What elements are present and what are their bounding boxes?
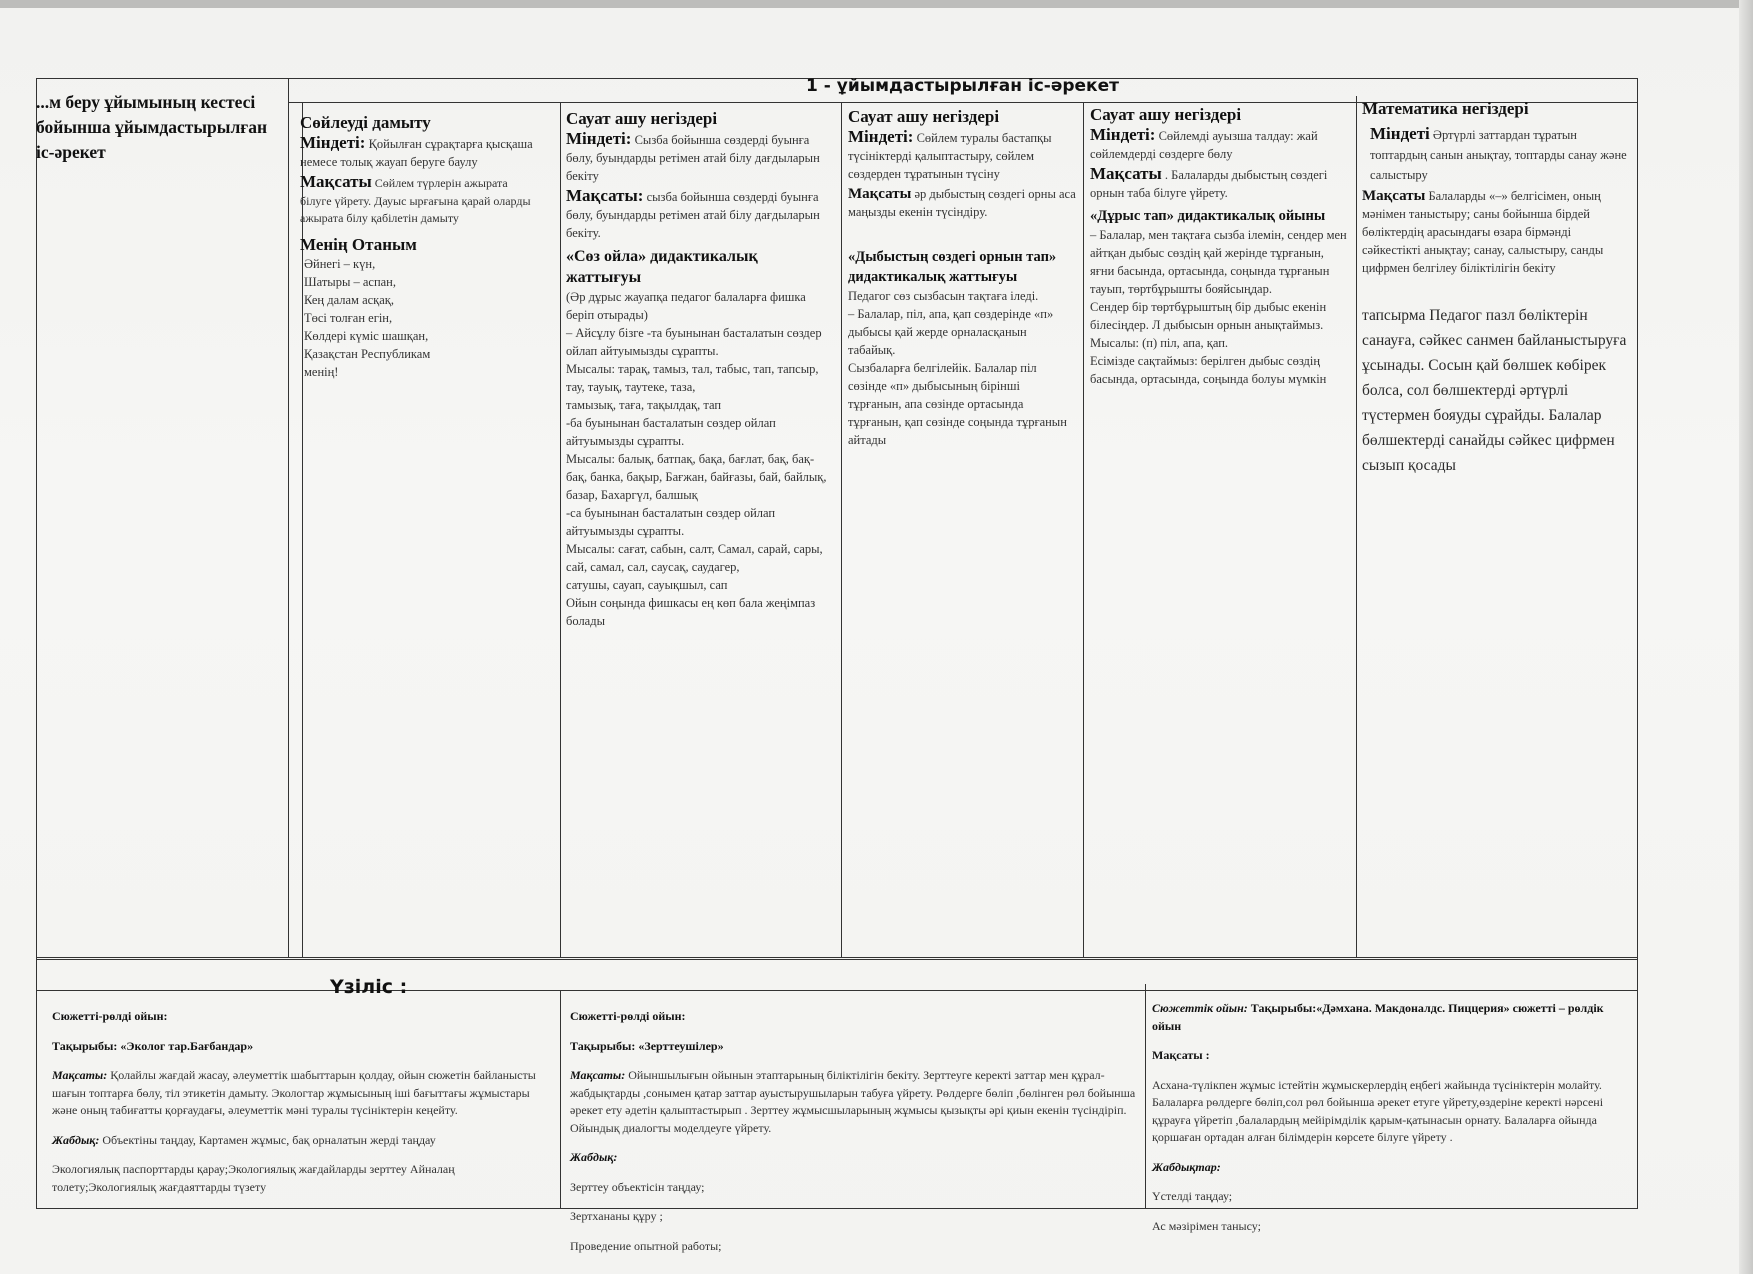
column-speech-development: [300, 112, 540, 381]
activity-header: 1 - ұйымдастырылған іс-әрекет: [806, 76, 1119, 96]
break-game-cafe: [1152, 988, 1630, 1233]
equipment-line: Зерттеу объектісін таңдау;: [570, 1179, 705, 1194]
game-type: Сюжеттік ойын:: [1152, 1001, 1248, 1015]
col-divider-5: [1356, 96, 1357, 957]
task-label: Міндеті:: [848, 127, 914, 146]
schedule-row-title: ...м беру ұйымының кестесі бойынша ұйымдастырылған іс-әрекет: [36, 92, 268, 162]
game-title: «Дұрыс тап» дидактикалық ойыны: [1090, 208, 1326, 224]
goal-text: Сөйлем түрлерін ажырата білуге үйрету. Дауыс ырғағына қарай оларды ажырата білу қабілетін дамыту: [300, 176, 531, 225]
column-literacy-1: [566, 108, 834, 956]
game-content: [848, 287, 1076, 449]
equipment-label: Жабдықтар:: [1152, 1159, 1221, 1174]
equipment-label: Жабдық:: [570, 1150, 618, 1164]
content-line: Ойын соңында фишкасы ең көп бала жеңімпаз болады: [566, 596, 816, 628]
task-label: Міндеті:: [300, 133, 366, 152]
col-divider-3: [841, 102, 842, 957]
exercise-text: тапсырма Педагог пазл бөліктерін санауға, сәйкес санмен байланыстыруға ұсынады. Сосын қай бөлшек көбірек болса, сол бөлшектерді әртүрлі түстермен бояуды сұрайды. Балалар бөлшектерді санайды сәйкес цифрмен сызып қосады: [1362, 307, 1627, 474]
game-type: Сюжетті-рөлді ойын:: [570, 1009, 686, 1023]
goal-label: Мақсаты:: [566, 186, 644, 205]
content-line: Есімізде сақтаймыз: берілген дыбыс сөздің басында, ортасында, соңында болуы мүмкін: [1090, 354, 1327, 386]
column-title: Сөйлеуді дамыту: [300, 113, 431, 132]
content-line: – Балалар, піл, апа, қап сөздерінде «п» дыбысы қай жерде орналасқанын табайық.: [848, 307, 1054, 357]
goal-text: Ойыншылығын ойынын этаптарының біліктілігін бекіту. Зерттеуге керекті заттар мен құрал-жабдықтарды ,сонымен қатар заттар ауыстырушыларын табуға үйрету. Рөлдерге бөліп ,бөлінген рөл бойынша әрекет ету әдетін қалыптастырып . Зерттеу жұмысшыларының жұмысы қызықты әрі қиын екенін түсіндіріп. Ойындық диалогты моделдеуге үйрету.: [570, 1068, 1136, 1135]
game-title: «Дыбыстың сөздегі орнын тап» дидактикалық жаттығуы: [848, 249, 1057, 285]
goal-label: Мақсаты: [1362, 188, 1426, 204]
content-line: – Айсұлу бізге -та буынынан басталатын сөздер ойлап айтуымызды сұрапты.: [566, 326, 822, 358]
content-line: Мысалы: (п) піл, апа, қап.: [1090, 336, 1229, 350]
poem-title: Менің Отаным: [300, 234, 417, 254]
game-type: Сюжетті-рөлді ойын:: [52, 1009, 168, 1023]
col-divider-2: [560, 102, 561, 957]
column-title: Математика негіздері: [1362, 99, 1529, 118]
content-line: Мысалы: балық, батпақ, бақа, бағлат, бақ, бақ-бақ, банка, бақыр, Бағжан, байғазы, бай, байлық, базар, Бахаргүл, балшық: [566, 452, 827, 502]
game-content: [1090, 226, 1348, 388]
column-mathematics: [1362, 98, 1630, 478]
break-col-divider-2: [1145, 984, 1146, 1208]
task-text: Қойылған сұрақтарға қысқаша немесе толық жауап беруге баулу: [300, 137, 533, 169]
scan-right-edge: [1739, 0, 1753, 1274]
equipment-label: Жабдық:: [52, 1132, 100, 1147]
goal-text: Балаларды «–» белгісімен, оның мәнімен таныстыру; саны бойынша бірдей бөліктердің арасындағы өзара бірмәнді сәйкестікті анықтау; санау, салыстыру, санды цифрмен белгілеу біліктілігін бекіту: [1362, 189, 1604, 275]
scan-top-edge: [0, 0, 1753, 8]
goal-text: Қолайлы жағдай жасау, әлеуметтік шабыттарын қолдау, ойын сюжетін байланысты шағын топтарға бөлу, тіл этикетін дамыту. Экологтар жұмысының іші бағыттағы жұмыстары және оның табиғатты қорғаудағы, әлеуметтік мәні туралы түсініктерін кеңейту.: [52, 1068, 536, 1117]
content-line: Сызбаларға белгілейік. Балалар піл сөзінде «п» дыбысының бірінші тұрғанын, апа сөзінде ортасында тұрғанын, қап сөзінде соңында тұрғанын айтады: [848, 361, 1067, 447]
equipment-line: Проведение опытной работы;: [570, 1238, 722, 1253]
game-note: (Әр дұрыс жауапқа педагог балаларға фишка беріп отырады): [566, 290, 806, 322]
task-label: Міндеті: [1370, 124, 1430, 143]
game-topic: Тақырыбы:«Дәмхана. Макдоналдс. Пиццерия» сюжетті – рөлдік ойын: [1152, 1001, 1604, 1033]
column-title: Сауат ашу негіздері: [566, 109, 718, 128]
goal-label: Мақсаты:: [52, 1068, 108, 1082]
task-text: Сөйлем туралы бастапқы түсініктерді қалыптастыру, сөйлем сөздерден тұратынын түсіну: [848, 131, 1052, 181]
task-text: Сөйлемді ауызша талдау: жай сөйлемдерді сөздерге бөлу: [1090, 129, 1318, 161]
poem-line: Қазақстан Республикам: [304, 346, 431, 361]
goal-text: Асхана-түлікпен жұмыс істейтін жұмыскерлердің еңбегі жайында түсініктерін молайту. Балаларға рөлдерге бөліп,сол рөл бойынша әрекет етуге үйрету,өздеріне керекті нәрсені құрауға үйретіп ,балалардың мейірімділік қарым-қатынасын орнату. Балаларға ойында қоршаған ортадан алған білімдерін көрсете білуге үйрету .: [1152, 1077, 1604, 1144]
col-divider-4: [1083, 102, 1084, 957]
goal-label: Мақсаты :: [1152, 1048, 1210, 1062]
game-content: [566, 324, 834, 630]
content-line: Педагог сөз сызбасын тақтаға іледі.: [848, 289, 1039, 303]
task-label: Міндеті:: [1090, 125, 1156, 144]
goal-text: сызба бойынша сөздерді буынға бөлу, буындарды ретімен атай білу дағдыларын бекіту.: [566, 190, 820, 240]
break-header: Үзіліс :: [330, 976, 408, 998]
game-topic: Тақырыбы: «Эколог тар.Бағбандар»: [52, 1038, 254, 1053]
break-game-researchers: [570, 996, 1138, 1253]
break-game-ecologists: [52, 996, 552, 1206]
equipment-line: Үстелді таңдау;: [1152, 1189, 1233, 1203]
content-line: Мысалы: сағат, сабын, салт, Самал, сарай, сары, сай, самал, сал, саусақ, саудагер,: [566, 542, 823, 574]
game-topic: Тақырыбы: «Зерттеушілер»: [570, 1038, 724, 1053]
break-col-divider-1: [560, 990, 561, 1208]
content-line: -са буынынан басталатын сөздер ойлап айтуымызды сұрапты.: [566, 506, 776, 538]
content-line: Сендер бір төртбұрыштың бір дыбыс екенін білесіңдер. Л дыбысын орнын анықтаймыз.: [1090, 300, 1327, 332]
poem-line: менің!: [304, 364, 339, 379]
content-line: Мысалы: тарақ, тамыз, тал, табыс, тап, тапсыр, тау, тауық, таутеке, таза,: [566, 362, 819, 394]
column-literacy-2: [848, 106, 1076, 449]
task-text: Сызба бойынша сөздерді буынға бөлу, буындарды ретімен атай білу дағдыларын бекіту: [566, 133, 820, 183]
col-divider-left: [288, 78, 289, 958]
content-line: – Балалар, мен тақтаға сызба ілемін, сендер мен айтқан дыбыс сөздің қай жерінде тұрғанын, яғни басында, ортасында, соңында тұрғанын тауып, төртбұрышты бояйсыңдар.: [1090, 228, 1347, 296]
poem-line: Кең далам асқақ,: [304, 292, 394, 307]
equipment-line: Ас мәзірімен танысу;: [1152, 1218, 1261, 1233]
poem: [304, 255, 540, 381]
column-title: Сауат ашу негіздері: [848, 107, 1000, 126]
goal-text: . Балаларды дыбыстың сөздегі орнын таба білуге үйрету.: [1090, 168, 1328, 200]
goal-text: әр дыбыстың сөздегі орны аса маңызды екенін түсіндіру.: [848, 187, 1076, 219]
equipment-text: Объектіны таңдау, Картамен жұмыс, бақ орналатын жерді таңдау: [102, 1132, 436, 1147]
extra-text: Экологиялық паспорттарды қарау;Экологиялық жағдайларды зерттеу Айналаң толету;Экологиялық жағдаяттарды түзету: [52, 1162, 455, 1194]
goal-label: Мақсаты: [300, 172, 372, 191]
goal-label: Мақсаты: [1090, 164, 1162, 183]
poem-line: Шатыры – аспан,: [304, 274, 396, 289]
content-line: -ба буынынан басталатын сөздер ойлап айтуымызды сұрапты.: [566, 416, 776, 448]
task-text: Әртүрлі заттардан тұратын топтардың санын анықтау, топтарды санау және салыстыру: [1370, 128, 1627, 182]
task-label: Міндеті:: [566, 129, 632, 148]
game-title: «Сөз ойла» дидактикалық жаттығуы: [566, 248, 758, 286]
goal-label: Мақсаты: [848, 186, 912, 202]
poem-line: Көлдері күміс шашқан,: [304, 328, 429, 343]
goal-label: Мақсаты:: [570, 1068, 626, 1082]
poem-line: Төсі толған егін,: [304, 310, 393, 325]
poem-line: Әйнегі – күн,: [304, 256, 376, 271]
column-title: Сауат ашу негіздері: [1090, 105, 1242, 124]
equipment-line: Зертхананы құру ;: [570, 1209, 663, 1223]
content-line: тамызық, таға, тақылдақ, тап: [566, 398, 722, 412]
content-line: сатушы, сауап, сауықшыл, сап: [566, 578, 728, 592]
column-literacy-3: [1090, 104, 1348, 388]
